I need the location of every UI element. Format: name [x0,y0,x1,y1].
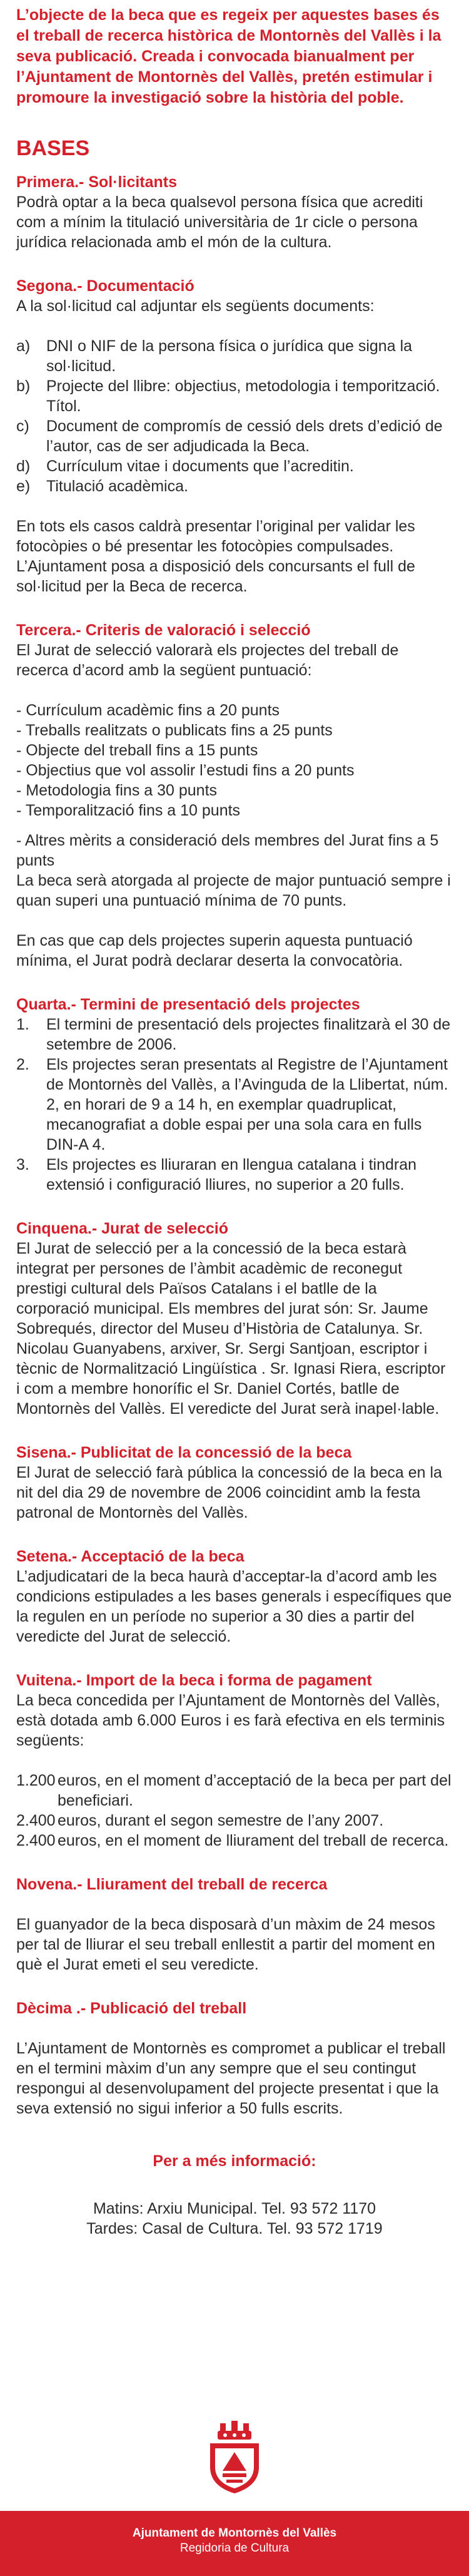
section-note: En tots els casos caldrà presentar l’original per validar les fotocòpies o bé presentar les fotocòpies compulsades. [16,518,415,555]
contact-title: Per a més informació: [153,2152,316,2170]
list-item [16,1155,453,1195]
section-title: Quarta.- Termini de presentació dels projectes [16,996,360,1013]
section-text: En cas que cap dels projectes superin aquesta puntuació mínima, el Jurat podrà declarar deserta la convocatòria. [16,932,413,969]
municipal-coat-of-arms-icon [201,2421,268,2495]
section-text: L’Ajuntament de Montornès es compromet a publicar el treball en el termini màxim d’un any sempre que el seu contingut respongui al desenvolupament del projecte presentat i que la seva extensió no sigui inferior a 50 fulls escrits. [16,2040,446,2117]
section-text: El Jurat de selecció per a la concessió de la beca estarà integrat per persones de l’àmbit acadèmic de reconegut prestigi cultural dels Països Catalans i el batlle de la corporació municipal. Els membres del jurat són: Sr. Jaume Sobrequés, director del Museu d’Història de Catalunya. Sr. Nicolau Guanyabens, arxiver, Sr. Sergi Santjoan, escriptor i tècnic de Normalització Lingüística . Sr. Ignasi Riera, escriptor i com a membre honorífic el Sr. Daniel Cortés, batlle de Montornès del Vallès. El veredicte del Jurat serà inapel·lable. [16,1240,446,1418]
deadline-list [16,1015,453,1195]
list-text: Titulació acadèmica. [46,478,188,495]
list-item [16,336,453,376]
section-title: Sisena.- Publicitat de la concessió de la beca [16,1444,352,1461]
list-marker: c) [16,417,29,435]
list-marker: 1. [16,1016,29,1033]
contact-line: Tardes: Casal de Cultura. Tel. 93 572 1719 [86,2220,383,2237]
section-quarta [16,994,453,1195]
list-text: El termini de presentació dels projectes finalitzarà el 30 de setembre de 2006. [46,1016,451,1053]
list-item [16,456,453,476]
section-title: Segona.- Documentació [16,277,194,295]
section-title: Dècima .- Publicació del treball [16,2000,247,2017]
list-text: euros, en el moment d’acceptació de la beca per part del beneficiari. [58,1772,451,1809]
section-primera [16,172,453,252]
list-marker: 3. [16,1156,29,1173]
section-text: Podrà optar a la beca qualsevol persona física que acrediti com a mínim la titulació universitària de 1r cicle o persona jurídica relacionada amb el món de la cultura. [16,193,423,251]
section-decima [16,1998,453,2119]
footer-banner [0,2511,469,2576]
list-marker: d) [16,457,31,475]
section-cinquena [16,1219,453,1419]
section-lead: A la sol·licitud cal adjuntar els següents documents: [16,297,375,315]
criteria-item: - Altres mèrits a consideració dels membres del Jurat fins a 5 punts [16,832,439,869]
section-tercera [16,620,453,971]
criteria-item: - Treballs realitzats o publicats fins a 25 punts [16,722,333,739]
list-text: Projecte del llibre: objectius, metodologia i temporització. Títol. [46,377,440,415]
list-text: Els projectes es lliuraran en llengua catalana i tindran extensió i configuració lliures, no superior a 20 fulls. [46,1156,417,1193]
list-text: euros, en el moment de lliurament del treball de recerca. [58,1832,449,1849]
list-item [16,376,453,416]
section-text: La beca serà atorgada al projecte de major puntuació sempre i quan superi una puntuació mínima de 70 punts. [16,872,451,909]
section-vuitena [16,1670,453,1851]
section-title: Setena.- Acceptació de la beca [16,1548,245,1565]
section-text: La beca concedida per l’Ajuntament de Montornès del Vallès, està dotada amb 6.000 Euros i es farà efectiva en els terminis següents: [16,1692,445,1749]
list-text: Els projectes seran presentats al Registre de l’Ajuntament de Montornès del Vallès, a l’Avinguda de la Llibertat, núm. 2, en horari de 9 a 14 h, en exemplar quadruplicat, mecanografiat a doble espai per una sola cara en fulls DIN-A 4. [46,1056,448,1153]
list-marker: b) [16,377,31,395]
criteria-item: - Temporalització fins a 10 punts [16,802,241,819]
contact-info [16,2151,453,2239]
section-novena [16,1874,453,1975]
bases-heading: BASES [16,136,90,160]
section-text: El Jurat de selecció farà pública la concessió de la beca en la nit del dia 29 de novembre de 2006 coincidint amb la festa patronal de Montornès del Vallès. [16,1464,442,1521]
section-text: El guanyador de la beca disposarà d’un màxim de 24 mesos per tal de lliurar el seu treball enllestit a partir del moment en què el Jurat emeti el seu veredicte. [16,1916,435,1973]
section-sisena [16,1443,453,1523]
criteria-item: - Objecte del treball fins a 15 punts [16,742,258,759]
list-item [16,1831,453,1851]
payment-amount: 1.200 [16,1772,56,1789]
payment-amount: 2.400 [16,1832,56,1849]
criteria-item: - Metodologia fins a 30 punts [16,782,218,799]
payments-list [16,1771,453,1851]
contact-line: Matins: Arxiu Municipal. Tel. 93 572 1170 [93,2200,376,2217]
list-text: DNI o NIF de la persona física o jurídica que signa la sol·licitud. [46,337,413,375]
section-title: Vuitena.- Import de la beca i forma de pagament [16,1672,372,1689]
list-item [16,476,453,496]
list-text: Currículum vitae i documents que l’acreditin. [46,457,354,475]
section-note: L’Ajuntament posa a disposició dels concursants el full de sol·licitud per la Beca de recerca. [16,558,415,595]
criteria-extra [16,831,453,871]
section-title: Tercera.- Criteris de valoració i selecció [16,621,311,639]
list-item [16,1811,453,1831]
list-marker: e) [16,478,31,495]
section-setena [16,1546,453,1647]
list-item [16,1015,453,1055]
intro-paragraph: L’objecte de la beca que es regeix per aquestes bases és el treball de recerca històrica de Montornès del Vallès i la seva publicació. Creada i convocada bianualment per l’Ajuntament de Montornès del Vallès, pretén estimular i promoure la investigació sobre la història del poble. [16,6,441,106]
documents-list [16,336,453,496]
list-marker: 2. [16,1056,29,1073]
section-segona [16,276,453,596]
document-body [16,0,453,2239]
section-title: Cinquena.- Jurat de selecció [16,1220,228,1237]
section-text: L’adjudicatari de la beca haurà d’acceptar-la d’acord amb les condicions estipulades a les bases generals i específiques que la regulen en un període no superior a 30 dies a partir del veredicte del Jurat de selecció. [16,1568,452,1645]
list-marker: a) [16,337,31,355]
list-text: euros, durant el segon semestre de l’any 2007. [58,1812,384,1829]
criteria-list [16,700,453,820]
list-text: Document de compromís de cessió dels drets d’edició de l’autor, cas de ser adjudicada la Beca. [46,417,443,455]
footer-department: Regidoria de Cultura [179,2542,290,2555]
footer-organization: Ajuntament de Montornès del Vallès [132,2527,337,2540]
section-title: Novena.- Lliurament del treball de recerca [16,1876,328,1893]
list-item [16,1771,453,1811]
section-title: Primera.- Sol·licitants [16,173,178,191]
payment-amount: 2.400 [16,1812,56,1829]
criteria-item: - Objectius que vol assolir l’estudi fins a 20 punts [16,762,355,779]
list-item [16,416,453,456]
list-item [16,1055,453,1155]
section-lead: El Jurat de selecció valorarà els projectes del treball de recerca d’acord amb la següent puntuació: [16,641,399,679]
criteria-item: - Currículum acadèmic fins a 20 punts [16,702,280,719]
